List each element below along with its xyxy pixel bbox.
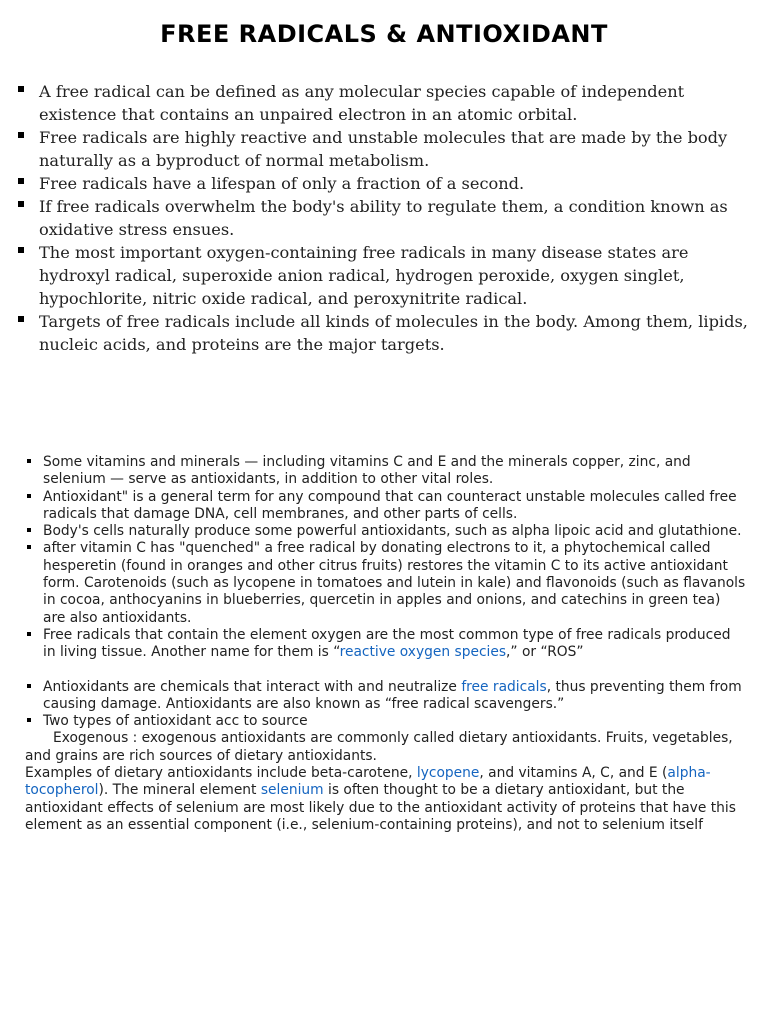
examples-text: ). The mineral element	[98, 782, 261, 799]
antioxidant-bullet-list-2	[25, 679, 747, 731]
bullet-item: after vitamin C has "quenched" a free radical by donating electrons to it, a phytochemical called hesperetin (found in oranges and other citrus fruits) restores the vitamin C to its active antioxidant form. Carotenoids (such as lycopene in tomatoes and lutein in kale) and flavonoids (such as flavanols in cocoa, anthocyanins in blueberries, quercetin in apples and onions, and catechins in green tea) are also antioxidants.	[25, 540, 747, 626]
bullet-item	[25, 627, 747, 662]
exogenous-text: Exogenous : exogenous antioxidants are commonly called dietary antioxidants. Fruits, vegetables, and grains are rich sources of dietary antioxidants.	[25, 730, 733, 764]
examples-text: , and vitamins A, C, and E (	[479, 765, 668, 782]
bullet-item: Body's cells naturally produce some powerful antioxidants, such as alpha lipoic acid and glutathione.	[25, 523, 747, 540]
bullet-item: Some vitamins and minerals — including vitamins C and E and the minerals copper, zinc, and selenium — serve as antioxidants, in addition to other vital roles.	[25, 454, 747, 489]
examples-text: Examples of dietary antioxidants include beta-carotene,	[25, 765, 417, 782]
bullet-item: A free radical can be defined as any molecular species capable of independent existence that contains an unpaired electron in an atomic orbital.	[16, 80, 756, 126]
alpha-tocopherol-link[interactable]: alpha-tocopherol	[25, 765, 711, 799]
examples-text: is often thought to be a dietary antioxidant, but the antioxidant effects of selenium are most likely due to the antioxidant activity of proteins that have this element as an essential component (i.e., selenium-containing proteins), and not to selenium itself	[25, 782, 736, 833]
bullet-item: Two types of antioxidant acc to source	[25, 713, 747, 730]
bullet-text: Antioxidants are chemicals that interact with and neutralize	[43, 678, 462, 695]
examples-paragraph	[25, 765, 747, 834]
free-radicals-bullet-list	[16, 80, 756, 356]
reactive-oxygen-species-link[interactable]: reactive oxygen species	[339, 644, 507, 661]
bullet-item: Free radicals are highly reactive and unstable molecules that are made by the body naturally as a byproduct of normal metabolism.	[16, 126, 756, 172]
bullet-text: , thus preventing them from causing damage. Antioxidants are also known as “free radical scavengers.”	[43, 678, 742, 712]
exogenous-paragraph	[25, 730, 747, 765]
bullet-text: Free radicals that contain the element oxygen are the most common type of free radicals produced in living tissue. Another name for them is “	[43, 626, 731, 661]
antioxidant-section	[25, 454, 747, 834]
antioxidant-bullet-list	[25, 454, 747, 662]
page-title: FREE RADICALS & ANTIOXIDANT	[160, 20, 608, 48]
lycopene-link[interactable]: lycopene	[416, 765, 480, 782]
bullet-item	[25, 679, 747, 714]
bullet-item: If free radicals overwhelm the body's ability to regulate them, a condition known as oxidative stress ensues.	[16, 195, 756, 241]
selenium-link[interactable]: selenium	[260, 782, 324, 799]
free-radicals-link[interactable]: free radicals	[461, 678, 547, 695]
bullet-item: Free radicals have a lifespan of only a fraction of a second.	[16, 172, 756, 195]
bullet-item: The most important oxygen-containing free radicals in many disease states are hydroxyl radical, superoxide anion radical, hydrogen peroxide, oxygen singlet, hypochlorite, nitric oxide radical, and peroxynitrite radical.	[16, 241, 756, 310]
bullet-item: Antioxidant" is a general term for any compound that can counteract unstable molecules called free radicals that damage DNA, cell membranes, and other parts of cells.	[25, 489, 747, 524]
bullet-item: Targets of free radicals include all kinds of molecules in the body. Among them, lipids, nucleic acids, and proteins are the major targets.	[16, 310, 756, 356]
bullet-text: ,” or “ROS”	[506, 644, 584, 661]
